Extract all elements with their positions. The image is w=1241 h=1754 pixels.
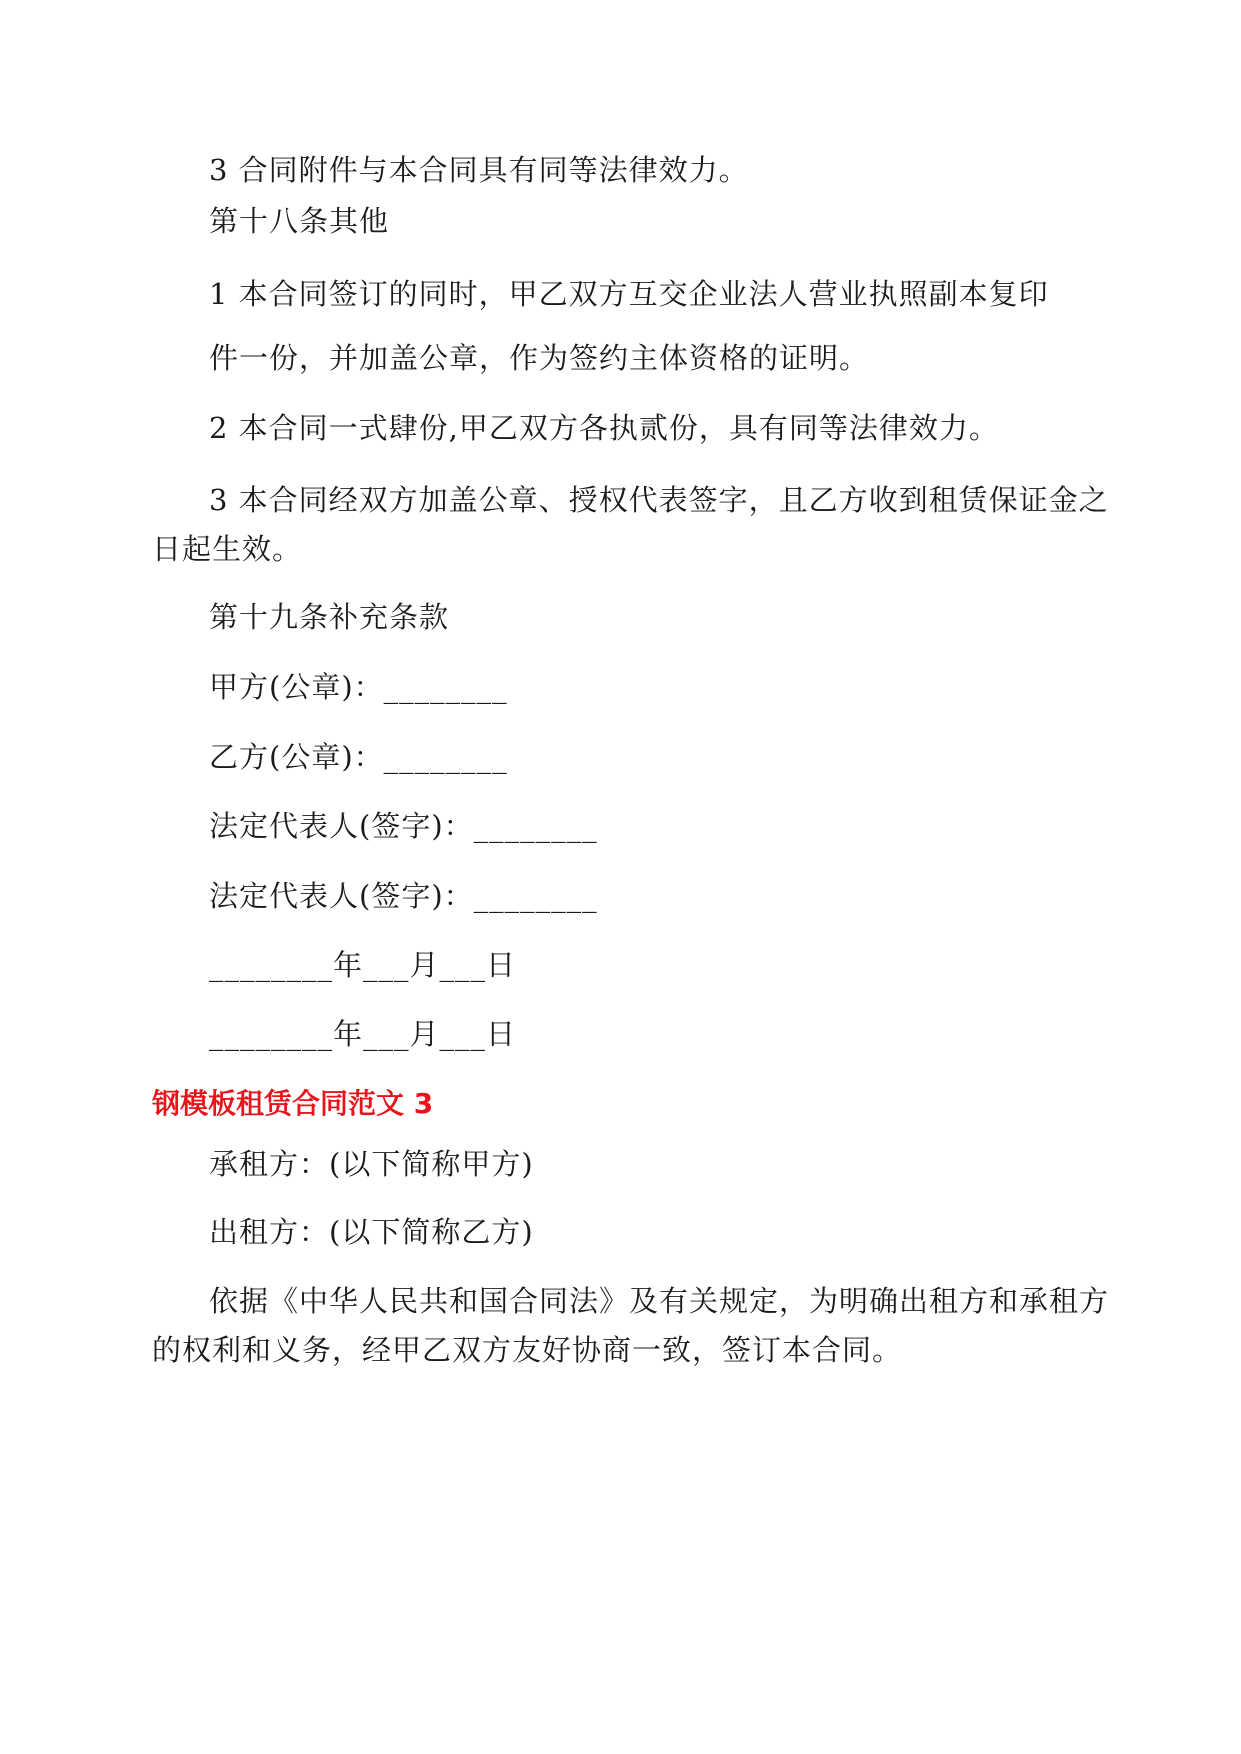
legal-rep-signature-line-2: 法定代表人(签字)：________ xyxy=(209,879,598,913)
article-19-title: 第十九条补充条款 xyxy=(209,600,450,634)
clause-attachment-effect: 3 合同附件与本合同具有同等法律效力。 xyxy=(209,153,749,187)
preamble-line1: 依据《中华人民共和国合同法》及有关规定，为明确出租方和承租方 xyxy=(209,1284,1110,1318)
clause-copies: 2 本合同一式肆份,甲乙双方各执贰份，具有同等法律效力。 xyxy=(209,411,999,445)
lessee-line: 承租方：(以下简称甲方) xyxy=(209,1147,534,1181)
date-line-2: ________年___月___日 xyxy=(209,1017,517,1051)
date-line-1: ________年___月___日 xyxy=(209,948,517,982)
article-18-title: 第十八条其他 xyxy=(209,204,390,238)
lessor-line: 出租方：(以下简称乙方) xyxy=(209,1215,534,1249)
clause-effective-line1: 3 本合同经双方加盖公章、授权代表签字，且乙方收到租赁保证金之 xyxy=(209,483,1109,517)
section-heading-template-3: 钢模板租赁合同范文 3 xyxy=(152,1087,434,1120)
party-a-seal-line: 甲方(公章)：________ xyxy=(209,670,508,704)
preamble-line2: 的权利和义务，经甲乙双方友好协商一致，签订本合同。 xyxy=(152,1333,903,1367)
party-b-seal-line: 乙方(公章)：________ xyxy=(209,740,508,774)
clause-effective-line2: 日起生效。 xyxy=(152,532,303,566)
clause-license-exchange-line2: 件一份，并加盖公章，作为签约主体资格的证明。 xyxy=(209,341,870,375)
clause-license-exchange-line1: 1 本合同签订的同时，甲乙双方互交企业法人营业执照副本复印 xyxy=(209,277,1049,311)
legal-rep-signature-line-1: 法定代表人(签字)：________ xyxy=(209,809,598,843)
